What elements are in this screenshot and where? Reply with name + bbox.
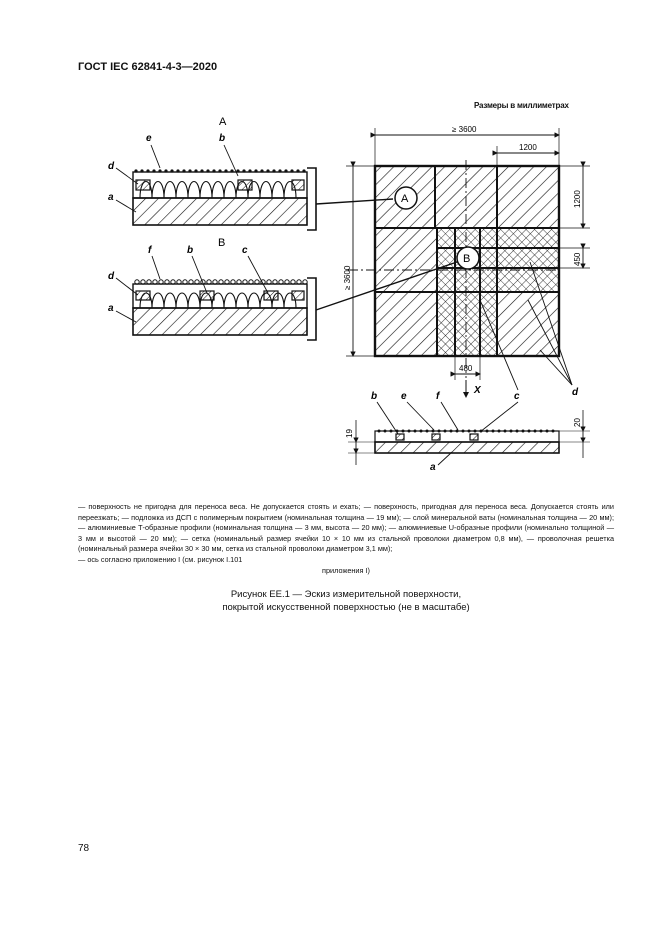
label-c-plan: c xyxy=(514,391,520,402)
caption-line-2: покрытой искусственной поверхностью (не в масштабе) xyxy=(222,601,470,613)
label-c-mid: c xyxy=(242,245,248,256)
circle-a-label: A xyxy=(401,193,409,205)
label-d-top: d xyxy=(108,161,115,172)
label-a-top: a xyxy=(108,192,114,203)
label-x: X xyxy=(474,385,481,396)
dim-center-v: 450 xyxy=(573,252,582,266)
label-a-mid: a xyxy=(108,303,114,314)
dim-section-h2: 20 xyxy=(573,418,582,427)
label-b-bottom: b xyxy=(371,391,378,402)
page-number: 78 xyxy=(78,843,90,854)
section-a xyxy=(108,116,393,230)
section-a-label: A xyxy=(219,116,227,128)
label-a-bottom: a xyxy=(430,462,436,473)
section-b-board xyxy=(133,308,307,335)
caption-line-1: Рисунок ЕЕ.1 — Эскиз измерительной поверхности, xyxy=(230,589,462,600)
dim-side-seg: 1200 xyxy=(573,190,582,208)
units-note: Размеры в миллиметрах xyxy=(474,101,569,110)
section-a-wool-loops xyxy=(140,182,296,199)
label-f-mid: f xyxy=(148,245,152,256)
bottom-section xyxy=(345,391,590,473)
label-e-top: e xyxy=(146,133,152,144)
dim-section-h1: 19 xyxy=(345,429,354,438)
dim-total-height: ≥ 3600 xyxy=(343,265,352,290)
section-a-board xyxy=(133,198,307,225)
figure-legend xyxy=(78,502,614,576)
label-b-mid: b xyxy=(187,245,194,256)
dim-bottom-seg: 480 xyxy=(459,364,473,373)
document-header: ГОСТ IEC 62841-4-3—2020 xyxy=(78,61,218,73)
label-d-plan: d xyxy=(572,387,579,398)
label-e-bottom: e xyxy=(401,391,407,402)
legend-last-line: приложения I) xyxy=(322,565,370,575)
circle-b-label: B xyxy=(463,253,471,265)
legend-text: — поверхность не пригодна для переноса веса. Не допускается стоять и ехать; — поверхность, пригодная для переноса веса. Допускается стоять или переезжать; — подложка из ДСП с полимерным покрытием (номинальная толщина — 19 мм); — слой минеральной ваты (номинальная толщина — 20 мм); — алюминиевые Т-образные профили (номинальная толщина — 3 мм, высота — 20 мм); — алюминиевые U-образные профили (номинально толщиной — 3 мм и высотой — 20 мм); — сетка (номинальный размер ячейки 10 × 10 мм из стальной проволоки диаметром 0,8 мм), — проволочная решетка (номинальный размера ячейки 30 × 30 мм, сетка из стальной проволоки диаметром 3,1 мм); xyxy=(78,502,614,554)
dim-top-seg: 1200 xyxy=(519,143,537,152)
label-f-bottom: f xyxy=(436,391,440,402)
dim-total-width: ≥ 3600 xyxy=(452,125,477,134)
figure-caption xyxy=(78,589,614,614)
section-a-mesh-dots xyxy=(134,169,305,172)
label-b-top: b xyxy=(219,133,226,144)
label-d-mid: d xyxy=(108,271,115,282)
section-b-label: B xyxy=(218,237,226,249)
plan-view xyxy=(343,125,590,402)
legend-x-note: — ось согласно приложению I (см. рисунок I.101 xyxy=(78,554,243,564)
